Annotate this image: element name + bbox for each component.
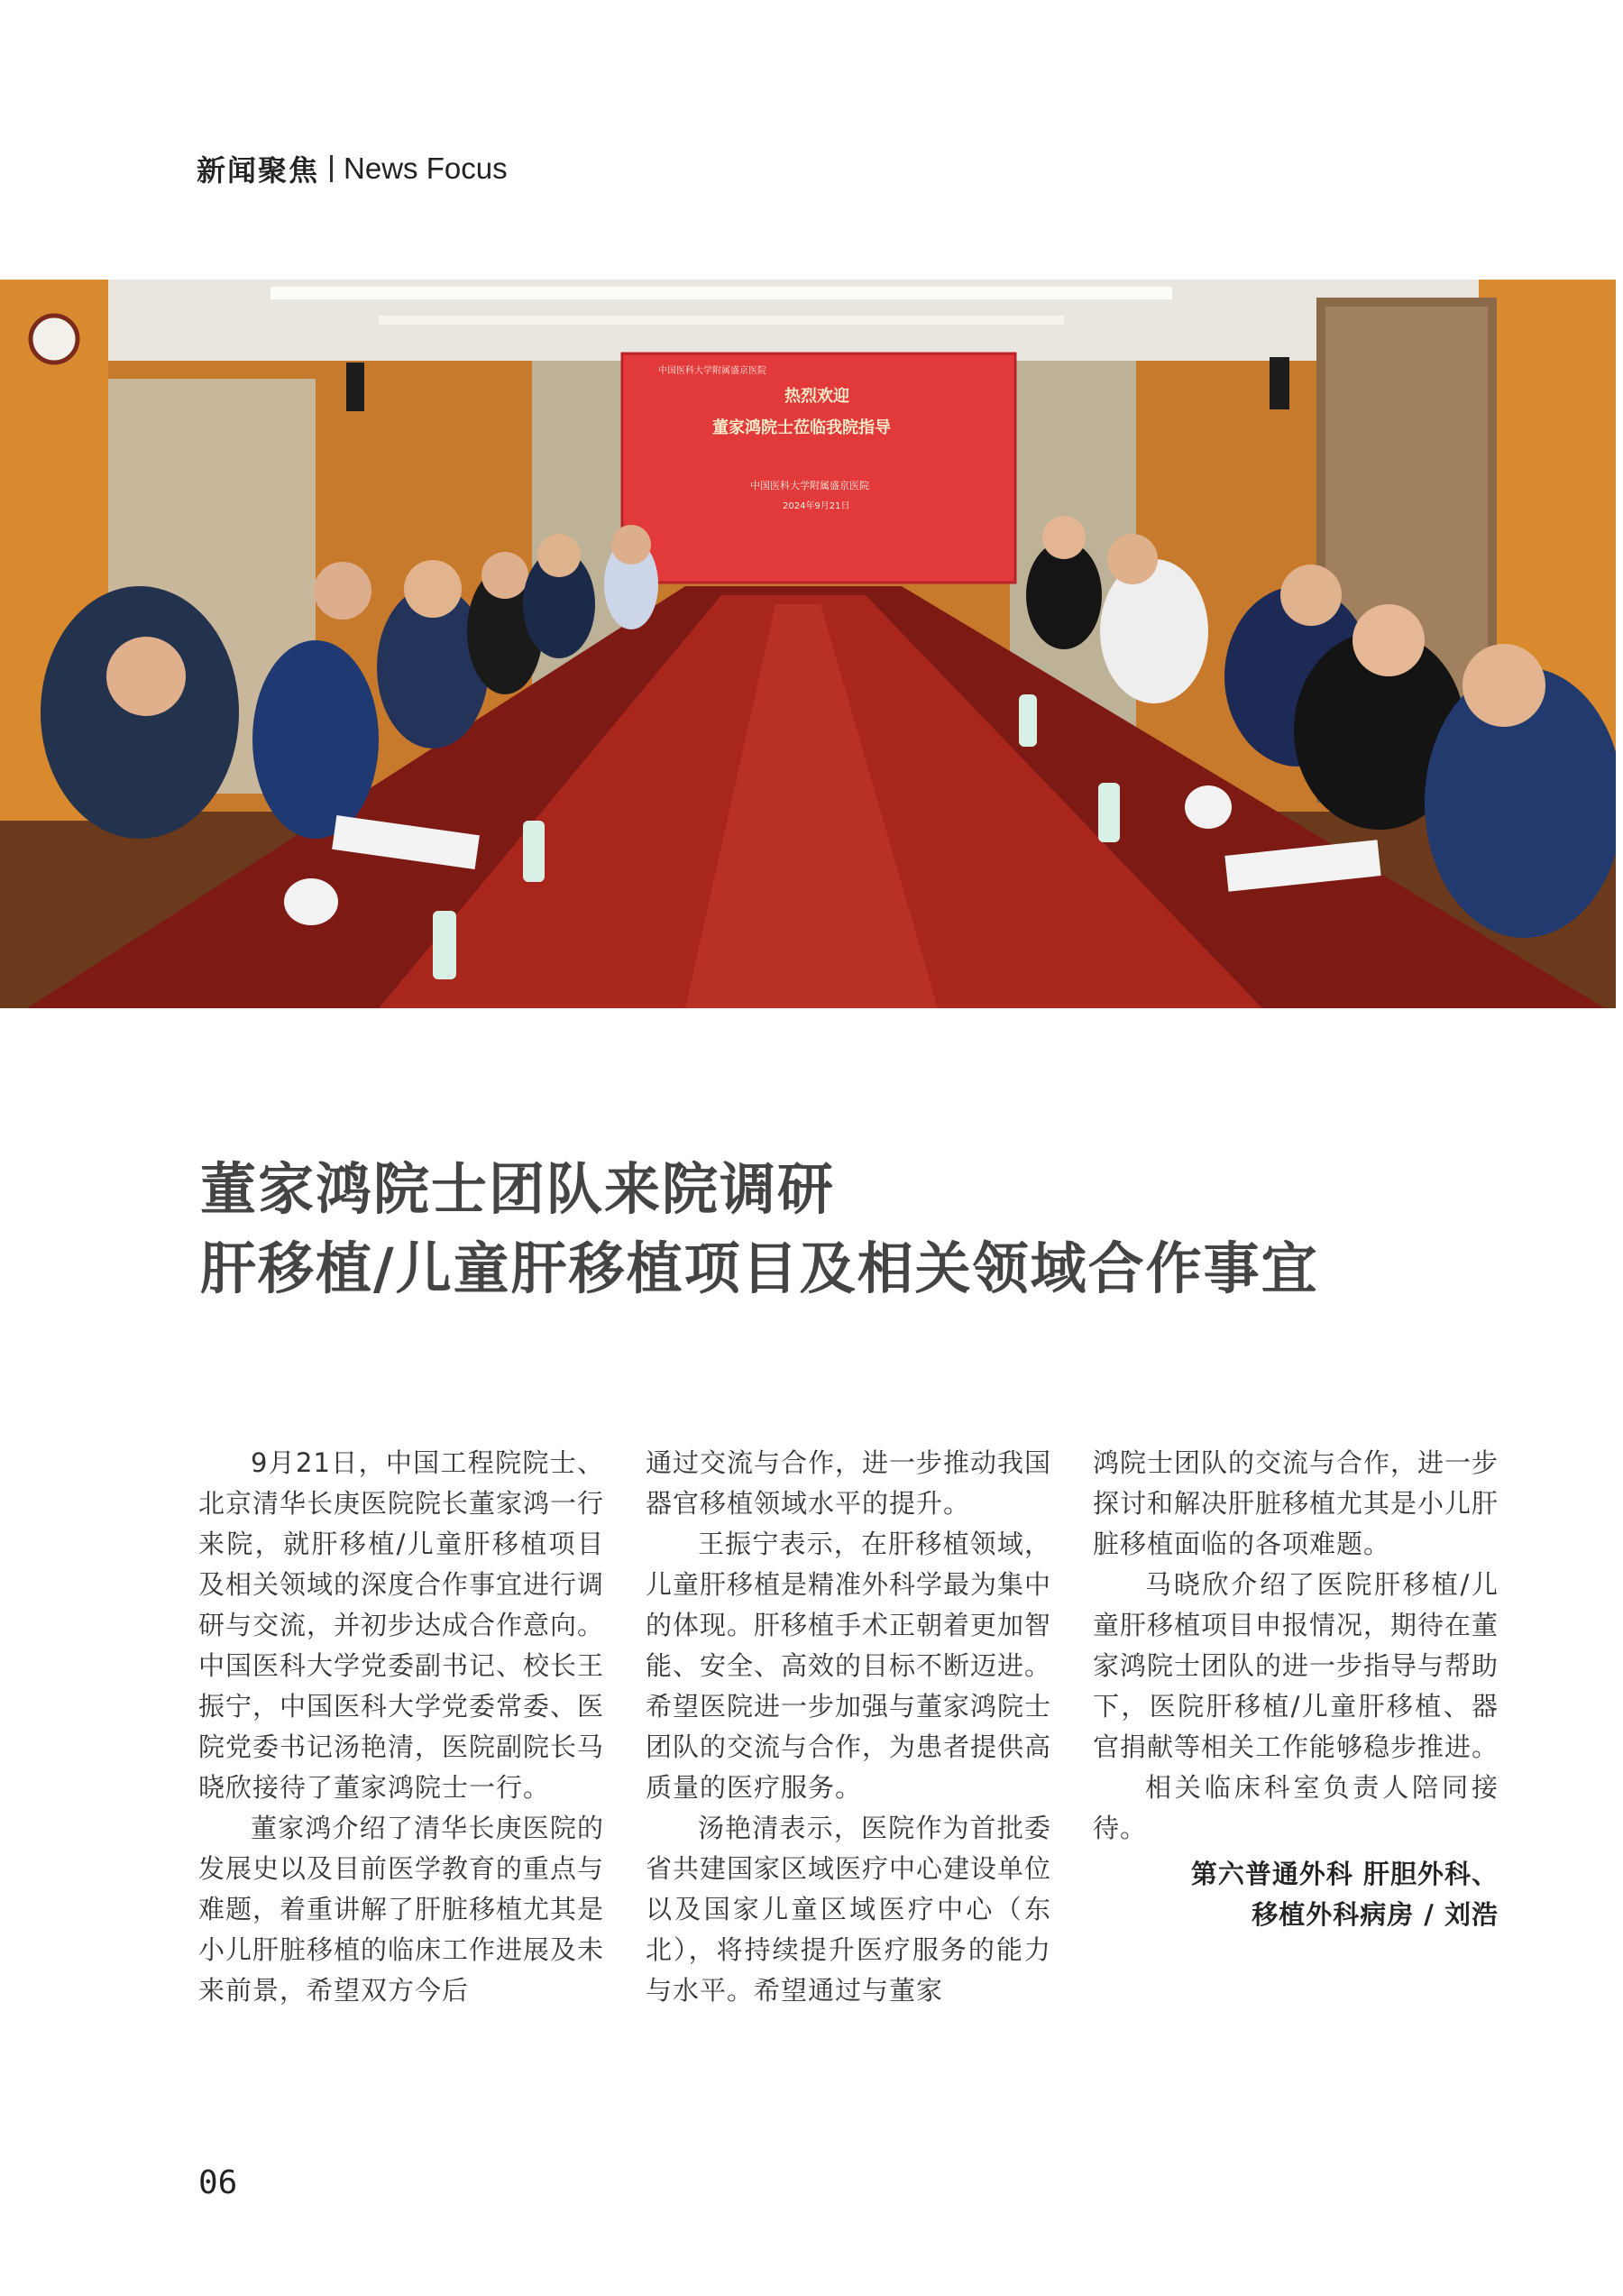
paragraph: 汤艳清表示，医院作为首批委省共建国家区域医疗中心建设单位以及国家儿童区域医疗中心（东北），将持续提升医疗服务的能力与水平。希望通过与董家 — [646, 1813, 1052, 2006]
meeting-photo-illustration — [0, 280, 1616, 1008]
paragraph: 王振宁表示，在肝移植领域，儿童肝移植是精准外科学最为集中的体现。肝移植手术正朝着更加智能、安全、高效的目标不断迈进。希望医院进一步加强与董家鸿院士团队的交流与合作，为患者提供高质量的医疗服务。 — [646, 1529, 1052, 1803]
paragraph: 9月21日，中国工程院院士、北京清华长庚医院院长董家鸿一行来院，就肝移植/儿童肝移植项目及相关领域的深度合作事宜进行调研与交流，并初步达成合作意向。中国医科大学党委副书记、校长王振宁，中国医科大学党委常委、医院党委书记汤艳清，医院副院长马晓欣接待了董家鸿院士一行。 — [198, 1447, 605, 1803]
paragraph: 相关临床科室负责人陪同接待。 — [1093, 1772, 1499, 1843]
article-title-line2: 肝移植/儿童肝移植项目及相关领域合作事宜 — [200, 1235, 1319, 1301]
article-column-2 — [646, 1443, 1051, 2011]
section-header — [197, 146, 508, 191]
section-divider — [330, 155, 333, 182]
section-title-en: News Focus — [344, 152, 508, 185]
article-title-line1: 董家鸿院士团队来院调研 — [200, 1156, 836, 1222]
screen-hospital-text: 中国医科大学附属盛京医院 — [750, 480, 869, 491]
article-title — [200, 1150, 1463, 1309]
screen-date-text: 2024年9月21日 — [783, 501, 850, 511]
paragraph: 董家鸿介绍了清华长庚医院的发展史以及目前医学教育的重点与难题，着重讲解了肝脏移植尤其是小儿肝脏移植的临床工作进展及未来前景，希望双方今后 — [198, 1813, 605, 2006]
article-column-1 — [198, 1443, 604, 2011]
article-column-3 — [1093, 1443, 1499, 2011]
author-byline — [1093, 1854, 1499, 1935]
meeting-photo — [0, 280, 1616, 1008]
section-title-cn: 新闻聚焦 — [197, 153, 320, 188]
paragraph: 马晓欣介绍了医院肝移植/儿童肝移植项目申报情况，期待在董家鸿院士团队的进一步指导与帮助下，医院肝移植/儿童肝移植、器官捐献等相关工作能够稳步推进。 — [1093, 1569, 1499, 1762]
page-number: 06 — [198, 2164, 238, 2201]
article-body — [198, 1443, 1497, 2011]
byline-line1: 第六普通外科 肝胆外科、 — [1190, 1859, 1499, 1889]
screen-guest-text: 董家鸿院士莅临我院指导 — [712, 418, 891, 437]
byline-line2: 移植外科病房 / 刘浩 — [1252, 1899, 1499, 1930]
paragraph: 通过交流与合作，进一步推动我国器官移植领域水平的提升。 — [646, 1447, 1052, 1519]
screen-welcome-text: 热烈欢迎 — [784, 387, 849, 406]
paragraph: 鸿院士团队的交流与合作，进一步探讨和解决肝脏移植尤其是小儿肝脏移植面临的各项难题。 — [1093, 1447, 1499, 1559]
screen-logo-text: 中国医科大学附属盛京医院 — [658, 366, 766, 376]
